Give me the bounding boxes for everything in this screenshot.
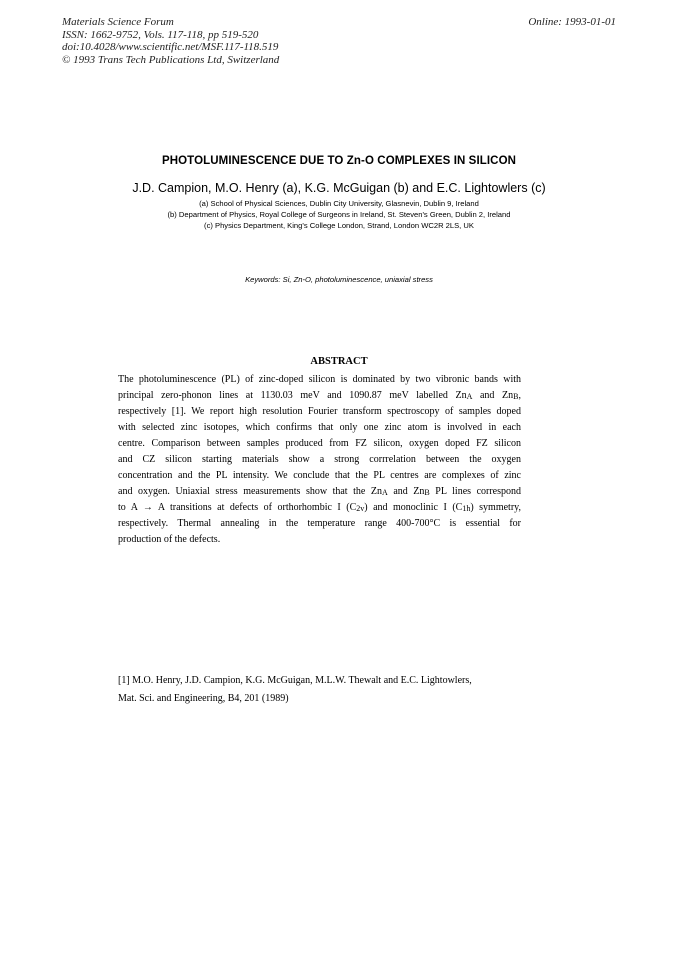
abstract-heading: ABSTRACT xyxy=(310,356,368,367)
abstract-line: principal zero-phonon lines at 1130.03 meV and 1090.87 meV labelled $Zn_A$ and $Zn_B$, xyxy=(118,390,521,401)
journal-name: Materials Science Forum xyxy=(62,16,174,28)
abstract-body xyxy=(118,372,521,548)
reference-line: Mat. Sci. and Engineering, B4, 201 (1989) xyxy=(118,693,289,704)
doi-line[interactable]: doi:10.4028/www.scientific.net/MSF.117-118.519 xyxy=(62,41,279,53)
journal-header xyxy=(62,16,279,66)
abstract-line: The photoluminescence (PL) of zinc-doped silicon is dominated by two vibronic bands with xyxy=(118,374,521,385)
abstract-line: and oxygen. Uniaxial stress measurements show that the $Zn_A$ and $Zn_B$ PL lines correspond xyxy=(118,486,522,497)
keywords: Keywords: Si, Zn-O, photoluminescence, uniaxial stress xyxy=(245,275,433,284)
abstract-line: and CZ silicon starting materials show a strong corrrelation between the oxygen xyxy=(118,454,521,465)
affiliation-c: (c) Physics Department, King's College London, Strand, London WC2R 2LS, UK xyxy=(204,221,474,230)
reference-line: [1] M.O. Henry, J.D. Campion, K.G. McGuigan, M.L.W. Thewalt and E.C. Lightowlers, xyxy=(118,675,472,686)
reference-list xyxy=(118,672,472,708)
abstract-line: production of the defects. xyxy=(118,534,221,545)
abstract-line: respectively [1]. We report high resolution Fourier transform spectroscopy of samples doped xyxy=(118,406,521,417)
paper-title: PHOTOLUMINESCENCE DUE TO Zn-O COMPLEXES IN SILICON xyxy=(161,155,517,167)
abstract-line: centre. Comparison between samples produced from FZ silicon, oxygen doped FZ silicon xyxy=(118,438,521,449)
abstract-line: respectively. Thermal annealing in the temperature range 400-700°C is essential for xyxy=(118,518,521,529)
copyright-line: © 1993 Trans Tech Publications Ltd, Switzerland xyxy=(62,53,280,66)
online-date: Online: 1993-01-01 xyxy=(528,16,616,28)
abstract-line: concentration and the PL intensity. We conclude that the PL centres are complexes of zinc xyxy=(118,470,521,481)
abstract-line: with selected zinc isotopes, which confirms that only one zinc atom is involved in each xyxy=(118,422,521,433)
affiliation-b: (b) Department of Physics, Royal College of Surgeons in Ireland, St. Steven's Green, Dublin 2, Ireland xyxy=(167,210,511,219)
abstract-line: to A → A transitions at defects of orthorhombic I $(C_{2v})$ and monoclinic I $(C_{1h})$ symmetry, xyxy=(118,502,521,513)
author-list: J.D. Campion, M.O. Henry (a), K.G. McGuigan (b) and E.C. Lightowlers (c) xyxy=(132,181,546,195)
issn-line: ISSN: 1662-9752, Vols. 117-118, pp 519-520 xyxy=(62,28,259,41)
affiliation-a: (a) School of Physical Sciences, Dublin City University, Glasnevin, Dublin 9, Ireland xyxy=(199,199,479,208)
